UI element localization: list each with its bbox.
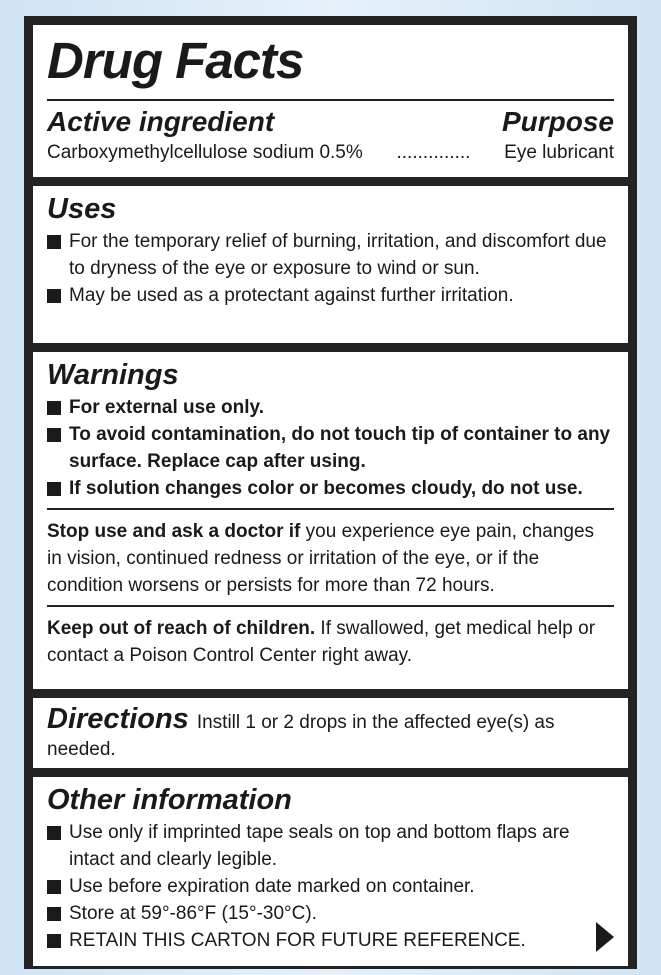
stop-use-paragraph: Stop use and ask a doctor if you experience eye pain, changes in vision, continued redness or irritation of the eye, or if the condition worsens or persists for more than 72 hours. bbox=[47, 521, 595, 596]
list-item: For the temporary relief of burning, irritation, and discomfort due to dryness of the eye or exposure to wind or sun. bbox=[47, 228, 614, 282]
square-bullet-icon bbox=[47, 428, 61, 442]
ingredient-purpose: Eye lubricant bbox=[504, 141, 614, 163]
ingredient-name: Carboxymethylcellulose sodium 0.5% bbox=[47, 141, 363, 163]
warnings-divider bbox=[47, 605, 614, 607]
active-ingredient-heading: Active ingredient bbox=[47, 106, 275, 137]
directions-panel bbox=[33, 698, 628, 768]
warnings-panel bbox=[33, 352, 628, 689]
uses-heading: Uses bbox=[47, 193, 117, 225]
directions-heading: Directions bbox=[47, 703, 189, 735]
other-information-heading: Other information bbox=[47, 784, 292, 816]
active-ingredient-row bbox=[47, 140, 614, 167]
leader-dots: .............. bbox=[396, 141, 471, 163]
list-item: May be used as a protectant against further irritation. bbox=[47, 282, 614, 309]
uses-list bbox=[47, 228, 614, 309]
drug-facts-title: Drug Facts bbox=[47, 32, 304, 89]
warnings-list bbox=[47, 394, 614, 502]
uses-panel bbox=[33, 186, 628, 343]
square-bullet-icon bbox=[47, 826, 61, 840]
square-bullet-icon bbox=[47, 235, 61, 249]
list-item: For external use only. bbox=[47, 394, 614, 421]
other-information-panel bbox=[33, 777, 628, 966]
active-ingredient-header bbox=[47, 107, 614, 138]
play-arrow-icon bbox=[596, 922, 614, 952]
list-item: RETAIN THIS CARTON FOR FUTURE REFERENCE. bbox=[47, 927, 614, 954]
list-item: To avoid contamination, do not touch tip of container to any surface. Replace cap after using. bbox=[47, 421, 614, 475]
list-item: Use before expiration date marked on container. bbox=[47, 873, 614, 900]
list-item: Store at 59°-86°F (15°-30°C). bbox=[47, 900, 614, 927]
square-bullet-icon bbox=[47, 289, 61, 303]
warnings-heading: Warnings bbox=[47, 359, 179, 391]
title-divider bbox=[47, 99, 614, 101]
keep-out-paragraph: Keep out of reach of children. If swallowed, get medical help or contact a Poison Control Center right away. bbox=[47, 618, 596, 666]
square-bullet-icon bbox=[47, 482, 61, 496]
drug-facts-label bbox=[24, 16, 637, 969]
directions-line bbox=[47, 698, 614, 763]
list-item: Use only if imprinted tape seals on top and bottom flaps are intact and clearly legible. bbox=[47, 819, 614, 873]
warnings-divider bbox=[47, 508, 614, 510]
square-bullet-icon bbox=[47, 401, 61, 415]
directions-text: Instill 1 or 2 drops in the affected eye(s) as needed. bbox=[47, 712, 555, 760]
active-ingredient-panel bbox=[33, 25, 628, 177]
purpose-heading: Purpose bbox=[501, 106, 614, 137]
square-bullet-icon bbox=[47, 907, 61, 921]
square-bullet-icon bbox=[47, 934, 61, 948]
square-bullet-icon bbox=[47, 880, 61, 894]
other-information-list bbox=[47, 819, 614, 954]
list-item: If solution changes color or becomes cloudy, do not use. bbox=[47, 475, 614, 502]
